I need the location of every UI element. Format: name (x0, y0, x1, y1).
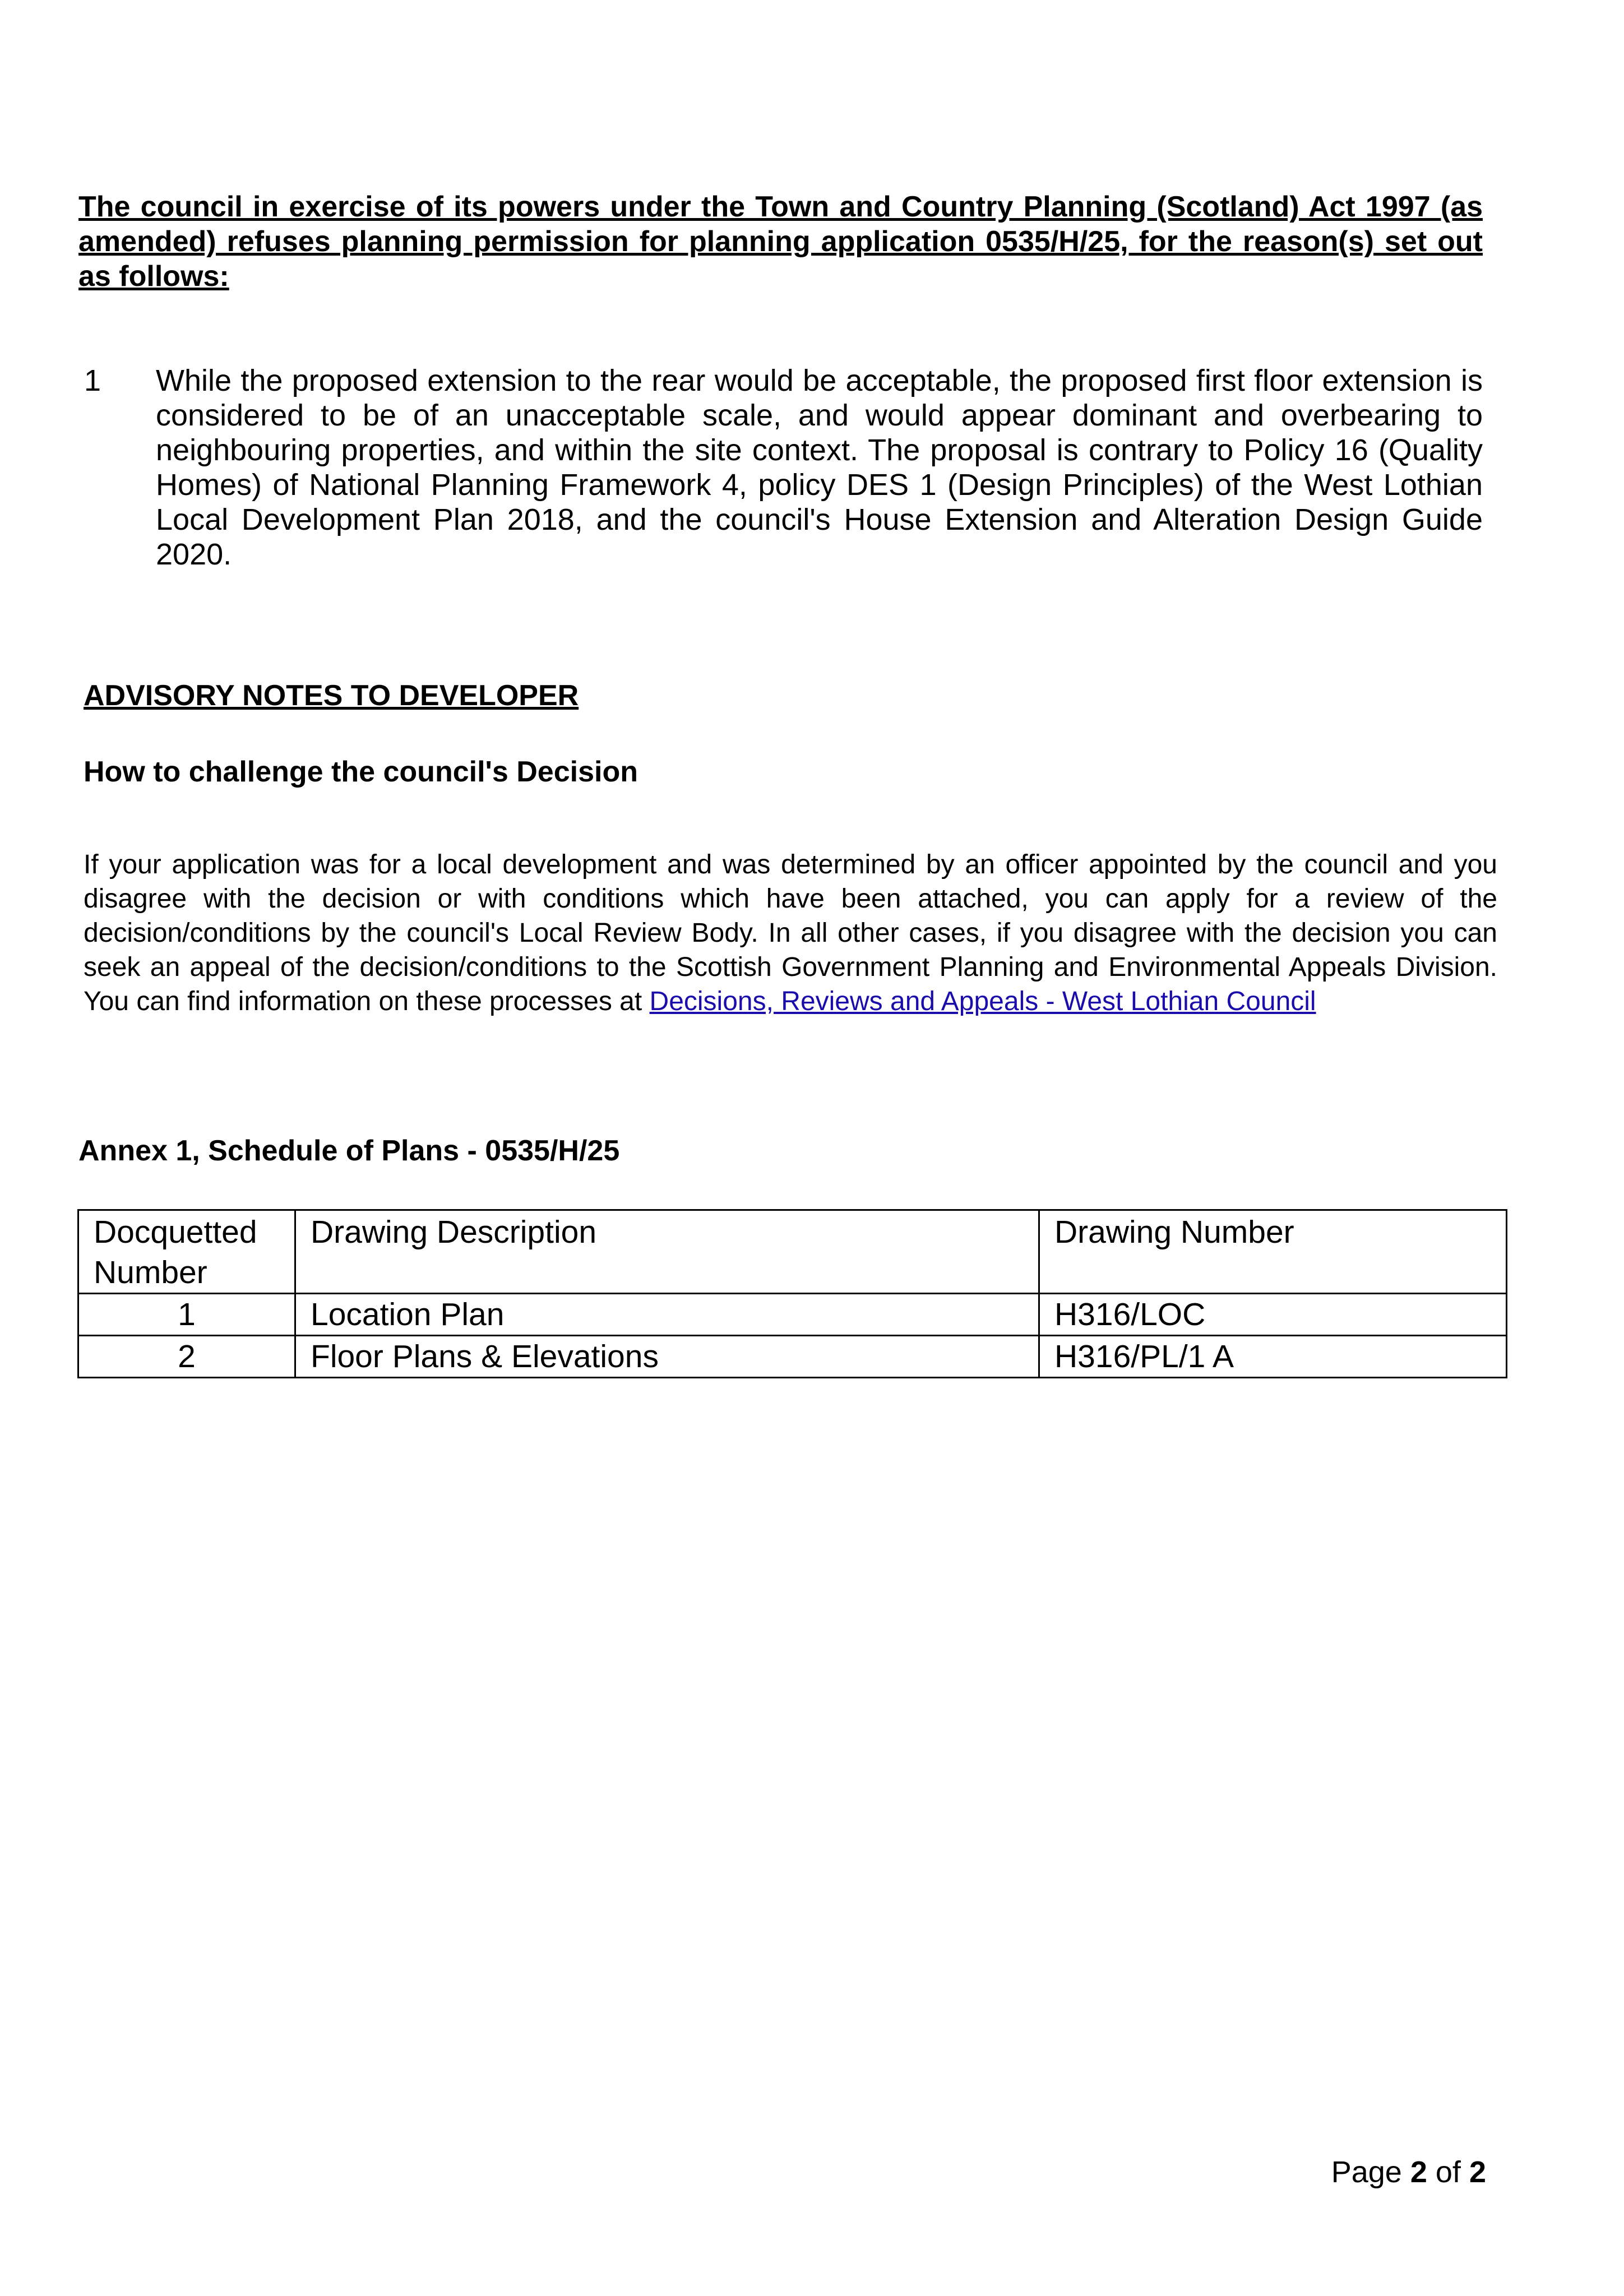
current-page: 2 (1410, 2155, 1427, 2189)
decision-preamble: The council in exercise of its powers under the Town and Country Planning (Scotland) Act 1997 (as amended) refuses planning permission for planning application 0535/H/25, for the reason(s) set out as follows: (78, 191, 1483, 293)
docquetted-number-cell: 1 (78, 1294, 295, 1336)
reason-number: 1 (84, 364, 101, 397)
drawing-number-cell: H316/LOC (1039, 1294, 1507, 1336)
challenge-decision-text: If your application was for a local development and was determined by an officer appointed by the council and you disagree with the decision or with conditions which have been attached, you can apply for a review of the decision/conditions by the council's Local Review Body. In all other cases, if you disagree with the decision you can seek an appeal of the decision/conditions to the Scottish Government Planning and Environmental Appeals Division. You can find information on these processes at (84, 850, 1497, 1016)
table-row (78, 1336, 1507, 1378)
annex-heading: Annex 1, Schedule of Plans - 0535/H/25 (78, 1135, 620, 1167)
schedule-of-plans-table (77, 1209, 1507, 1378)
challenge-decision-heading: How to challenge the council's Decision (84, 756, 638, 788)
docquetted-number-cell: 2 (78, 1336, 295, 1378)
page-label: Page (1331, 2155, 1402, 2189)
column-header-drawing-number: Drawing Number (1039, 1210, 1507, 1294)
drawing-number-cell: H316/PL/1 A (1039, 1336, 1507, 1378)
page-separator: of (1435, 2155, 1461, 2189)
challenge-decision-paragraph (84, 848, 1497, 1019)
advisory-notes-heading: ADVISORY NOTES TO DEVELOPER (84, 679, 579, 712)
table-header-row (78, 1210, 1507, 1294)
decisions-reviews-appeals-link[interactable]: Decisions, Reviews and Appeals - West Lothian Council (649, 987, 1316, 1016)
table-row (78, 1294, 1507, 1336)
drawing-description-cell: Location Plan (295, 1294, 1039, 1336)
total-pages: 2 (1469, 2155, 1486, 2189)
reason-text: While the proposed extension to the rear would be acceptable, the proposed first floor extension is considered to be of an unacceptable scale, and would appear dominant and overbearing to neighbouring properties, and within the site context. The proposal is contrary to Policy 16 (Quality Homes) of National Planning Framework 4, policy DES 1 (Design Principles) of the West Lothian Local Development Plan 2018, and the council's House Extension and Alteration Design Guide 2020. (156, 364, 1483, 571)
drawing-description-cell: Floor Plans & Elevations (295, 1336, 1039, 1378)
column-header-drawing-description: Drawing Description (295, 1210, 1039, 1294)
column-header-docquetted-number: Docquetted Number (78, 1210, 295, 1294)
refusal-reason-item (84, 363, 1483, 572)
page-number (1331, 2154, 1486, 2190)
